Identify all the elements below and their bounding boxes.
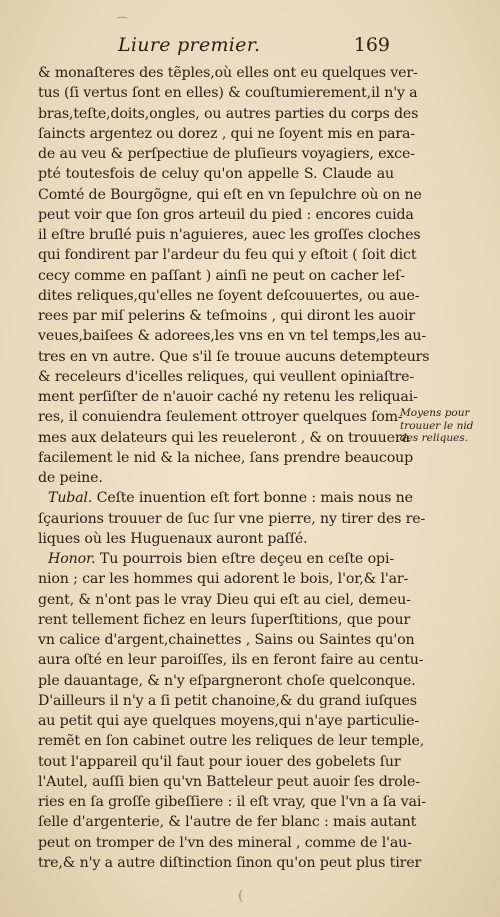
speaker-name: Tubal. <box>48 490 93 507</box>
text-line: l'Autel, auſſi bien qu'vn Batteleur peut auoir ſes drole- <box>38 773 420 790</box>
text-line: veues,baiſees & adorees,les vns en vn tel temps,les au- <box>38 328 427 345</box>
text-line: ſçaurions trouuer de ſuc ſur vne pierre, ny tirer des re- <box>38 510 426 527</box>
margin-note <box>400 407 492 445</box>
page-number: 169 <box>353 34 390 56</box>
running-title: Liure premier. <box>118 34 261 56</box>
text-line: mes aux delateurs qui les reueleront , & on trouuera <box>38 429 410 446</box>
text-line: tres en vn autre. Que s'il ſe trouue aucuns detempteurs <box>38 348 430 365</box>
text-line: cecy comme en paſſant ) ainſi ne peut on cacher leſ- <box>38 267 405 284</box>
text-line: & receleurs d'icelles reliques, qui veullent opiniaſtre- <box>38 368 415 385</box>
text-line: dites reliques,qu'elles ne ſoyent deſcouuertes, ou aue- <box>38 287 420 304</box>
text-line: rees par miſ pelerins & teſmoins , qui diront les auoir <box>38 308 416 324</box>
text-line: aura oſté en leur paroiſſes, ils en feront faire au centu- <box>38 652 424 669</box>
text-line: Tubal. Ceſte inuention eſt fort bonne : mais nous ne <box>48 490 413 507</box>
page-mark: ⌒ <box>116 16 129 30</box>
ink-smudge: ( <box>238 888 244 904</box>
text-line: de peine. <box>38 470 103 486</box>
margin-note-line: trouuer le nid <box>400 419 474 432</box>
text-line: ple dauantage, & n'y eſpargneront choſe quelconque. <box>38 672 416 689</box>
text-line: remẽt en ſon cabinet outre les reliques de leur temple, <box>38 733 425 750</box>
text-line: ſelle d'argenterie, & l'autre de fer blanc : mais autant <box>38 814 417 831</box>
text-line: il eſtre bruſlé puis n'aguieres, auec les groſſes cloches <box>38 227 421 243</box>
text-line: de au veu & perſpectiue de pluſieurs voyagiers, exce- <box>38 146 415 162</box>
page-header <box>38 34 390 58</box>
text-line: peut voir que ſon gros arteuil du pied : encores cuida <box>38 206 414 223</box>
text-line: rent tellement fichez en leurs ſuperſtitions, que pour <box>38 611 411 628</box>
speaker-name: Honor. <box>48 551 96 567</box>
text-line: D'ailleurs il n'y a ſi petit chanoine,& du grand iuſques <box>38 692 417 709</box>
margin-note-line: des reliques. <box>400 432 469 444</box>
text-line: & monaſteres des tẽples,où elles ont eu quelques ver- <box>38 65 418 81</box>
text-line: gent, & n'ont pas le vray Dieu qui eſt au ciel, demeu- <box>38 591 411 608</box>
body-text <box>38 63 430 873</box>
text-line: Honor. Tu pourrois bien eſtre deçeu en ceſte opi- <box>48 551 394 567</box>
text-line: nion ; car les hommes qui adorent le bois, l'or,& l'ar- <box>38 571 409 588</box>
text-line: Comté de Bourgõgne, qui eſt en vn ſepulchre où on ne <box>38 186 422 203</box>
text-line: tre,& n'y a autre diſtinction ſinon qu'on peut plus tirer <box>38 854 422 871</box>
text-line: liques où les Huguenaux auront paſſé. <box>38 530 308 547</box>
text-line: ment perſiſter de n'auoir caché ny retenu les reliquai- <box>38 389 418 405</box>
text-line: bras,teſte,doits,ongles, ou autres parties du corps des <box>38 105 419 122</box>
text-line: pté toutesfois de celuy qu'on appelle S. Claude au <box>38 166 394 183</box>
text-line: vn calice d'argent,chainettes , Sains ou Saintes qu'on <box>38 632 415 648</box>
text-line: facilement le nid & la nichee, ſans prendre beaucoup <box>38 449 414 466</box>
text-line: tus (ſi vertus ſont en elles) & couſtumierement,il n'y a <box>38 85 418 102</box>
text-line: res, il conuiendra ſeulement ottroyer quelques ſom- <box>38 409 403 426</box>
text-line: au petit qui aye quelques moyens,qui n'aye particulie- <box>38 713 420 729</box>
margin-note-line: Moyens pour <box>400 407 470 419</box>
text-line: qui fondirent par l'ardeur du feu qui y eſtoit ( ſoit dict <box>38 247 417 264</box>
text-line: peut on tromper de l'vn des mineral , comme de l'au- <box>38 834 412 851</box>
text-line: tout l'appareil qu'il faut pour iouer des gobelets ſur <box>38 753 401 770</box>
text-line: ſaincts argentez ou dorez , qui ne ſoyent mis en para- <box>38 125 415 142</box>
text-line: ries en ſa groſſe gibeſſiere : il eſt vray, que l'vn a ſa vai- <box>38 794 426 810</box>
